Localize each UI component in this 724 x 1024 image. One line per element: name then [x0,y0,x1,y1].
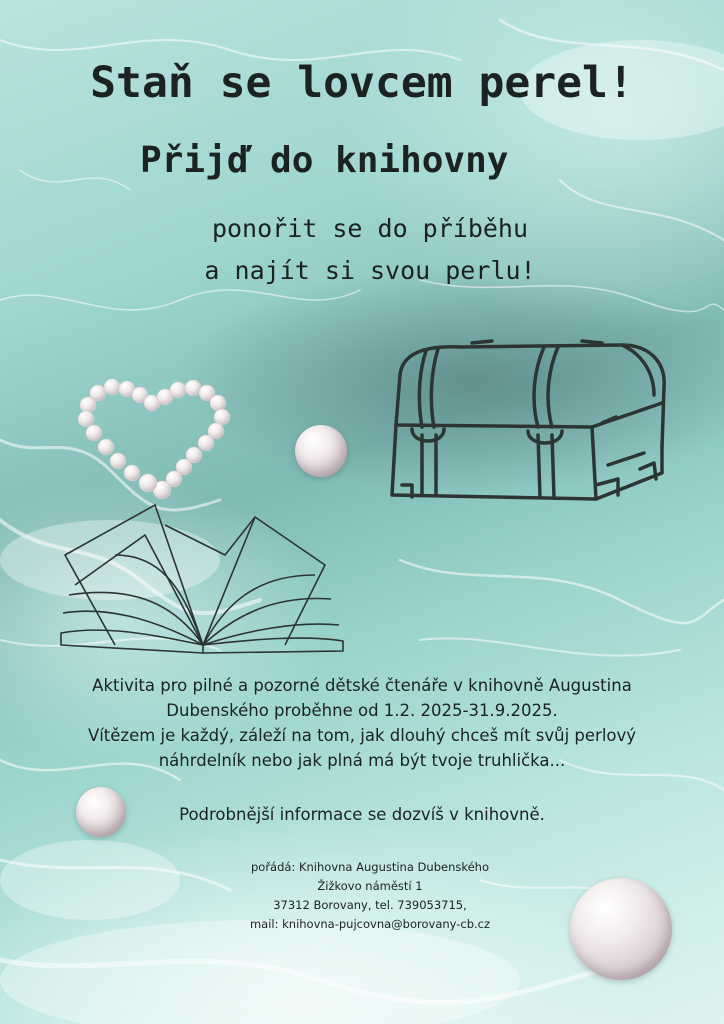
more-info-text: Podrobnější informace se dozvíš v knihovně. [179,805,545,824]
organizer-info [170,858,570,934]
description-line: Vítězem je každý, záleží na tom, jak dlouhý chceš mít svůj perlový [87,726,637,745]
organizer-email: mail: knihovna-pujcovna@borovany-cb.cz [249,917,491,931]
organizer-city-phone: 37312 Borovany, tel. 739053715, [273,898,467,912]
tagline-line: ponořit se do příběhu [211,214,529,243]
open-book-icon [55,495,347,660]
organizer-address: Žižkovo náměstí 1 [317,879,423,893]
tagline-line: a najít si svou perlu! [204,256,536,285]
description-line: Aktivita pro pilné a pozorné dětské čtenáře v knihovně Augustina [92,676,632,695]
treasure-chest-icon [382,335,674,515]
description-line: Dubenského proběhne od 1.2. 2025-31.9.2025. [166,701,558,720]
pearl-heart-necklace-icon [70,375,240,510]
poster-subtitle: Přijď do knihovny [140,140,509,181]
pearl-icon [295,425,347,477]
activity-description [40,673,684,773]
description-line: náhrdelník nebo jak plná má být tvoje truhlička... [158,751,566,770]
organizer-name: pořádá: Knihovna Augustina Dubenského [250,860,489,874]
tagline [120,208,620,292]
poster-title: Staň se lovcem perel! [90,58,634,108]
pearl-icon [570,878,672,980]
